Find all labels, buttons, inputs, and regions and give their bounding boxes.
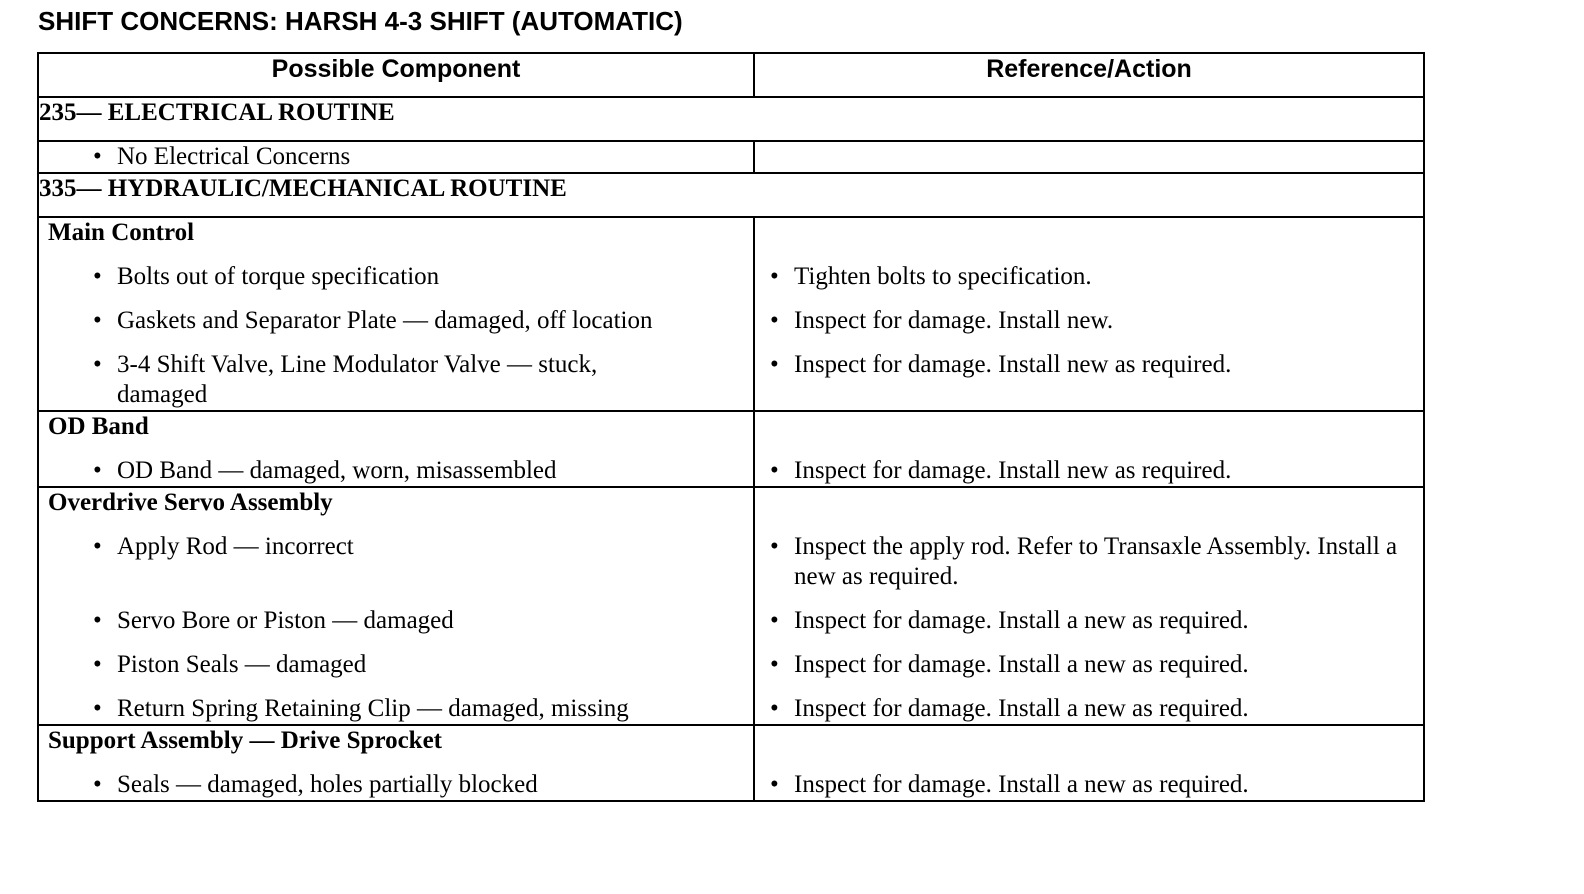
component-text: Apply Rod — incorrect — [117, 533, 354, 560]
list-item — [755, 694, 1423, 724]
table-row — [38, 487, 1424, 725]
group-title: Support Assembly — Drive Sprocket — [48, 727, 443, 754]
list-item — [755, 306, 1423, 336]
header-possible-component: Possible Component — [38, 53, 754, 97]
component-text: Piston Seals — damaged — [117, 651, 367, 678]
bullet: • — [770, 651, 779, 678]
routine-row-hydraulic — [38, 173, 1424, 217]
component-text: Gaskets and Separator Plate — damaged, off location — [117, 307, 653, 334]
list-item — [755, 350, 1423, 380]
bullet: • — [93, 263, 102, 290]
action-cell — [754, 411, 1424, 487]
component-text: 3-4 Shift Valve, Line Modulator Valve — stuck, damaged — [117, 351, 598, 408]
group-title: Overdrive Servo Assembly — [48, 489, 333, 516]
list-item — [39, 350, 753, 410]
action-text: Inspect for damage. Install new as required. — [794, 457, 1232, 484]
bullet: • — [93, 651, 102, 678]
bullet: • — [93, 607, 102, 634]
action-text: Inspect for damage. Install a new as required. — [794, 651, 1249, 678]
list-item — [39, 142, 753, 172]
action-text: Inspect the apply rod. Refer to Transaxle Assembly. Install a new as required. — [794, 533, 1398, 590]
list-item — [39, 532, 753, 562]
list-item — [755, 532, 1423, 592]
group-title: Main Control — [48, 219, 195, 246]
shift-concerns-table — [37, 52, 1425, 802]
bullet: • — [93, 695, 102, 722]
page-title: SHIFT CONCERNS: HARSH 4-3 SHIFT (AUTOMATIC) — [38, 6, 683, 36]
bullet: • — [770, 351, 779, 378]
bullet: • — [770, 263, 779, 290]
action-text: Inspect for damage. Install new. — [794, 307, 1114, 334]
list-item — [39, 456, 753, 486]
component-text: OD Band — damaged, worn, misassembled — [117, 457, 557, 484]
list-item — [755, 770, 1423, 800]
hydraulic-routine-label: 335— HYDRAULIC/MECHANICAL ROUTINE — [38, 173, 1424, 217]
bullet: • — [770, 457, 779, 484]
bullet: • — [770, 533, 779, 560]
electrical-routine-label: 235— ELECTRICAL ROUTINE — [38, 97, 1424, 141]
action-cell — [754, 141, 1424, 173]
bullet: • — [93, 771, 102, 798]
component-cell — [38, 725, 754, 801]
bullet: • — [93, 457, 102, 484]
component-cell — [38, 411, 754, 487]
component-cell — [38, 141, 754, 173]
component-text: Return Spring Retaining Clip — damaged, missing — [117, 695, 629, 722]
table-row — [38, 411, 1424, 487]
component-text: Servo Bore or Piston — damaged — [117, 607, 454, 634]
bullet: • — [93, 351, 102, 378]
header-reference-action: Reference/Action — [754, 53, 1424, 97]
bullet: • — [93, 143, 102, 170]
bullet: • — [770, 771, 779, 798]
component-text: Seals — damaged, holes partially blocked — [117, 771, 538, 798]
component-cell — [38, 217, 754, 411]
list-item — [755, 262, 1423, 292]
list-item — [39, 770, 753, 800]
action-text: Inspect for damage. Install a new as required. — [794, 607, 1249, 634]
action-text: Inspect for damage. Install a new as required. — [794, 695, 1249, 722]
component-text: Bolts out of torque specification — [117, 263, 440, 290]
table-row — [38, 217, 1424, 411]
routine-row-electrical — [38, 97, 1424, 141]
action-text: Inspect for damage. Install a new as required. — [794, 771, 1249, 798]
action-cell — [754, 487, 1424, 725]
component-cell — [38, 487, 754, 725]
header-row — [38, 53, 1424, 97]
action-text: Tighten bolts to specification. — [794, 263, 1092, 290]
bullet: • — [93, 533, 102, 560]
list-item — [39, 694, 753, 724]
list-item — [39, 306, 753, 336]
list-item — [39, 262, 753, 292]
action-text: Inspect for damage. Install new as required. — [794, 351, 1232, 378]
bullet: • — [770, 695, 779, 722]
action-cell — [754, 725, 1424, 801]
table-row — [38, 725, 1424, 801]
list-item — [755, 606, 1423, 636]
list-item — [39, 606, 753, 636]
list-item — [755, 456, 1423, 486]
component-text: No Electrical Concerns — [117, 143, 351, 170]
action-cell — [754, 217, 1424, 411]
bullet: • — [770, 307, 779, 334]
group-title: OD Band — [48, 413, 149, 440]
bullet: • — [770, 607, 779, 634]
bullet: • — [93, 307, 102, 334]
list-item — [755, 650, 1423, 680]
table-row — [38, 141, 1424, 173]
list-item — [39, 650, 753, 680]
